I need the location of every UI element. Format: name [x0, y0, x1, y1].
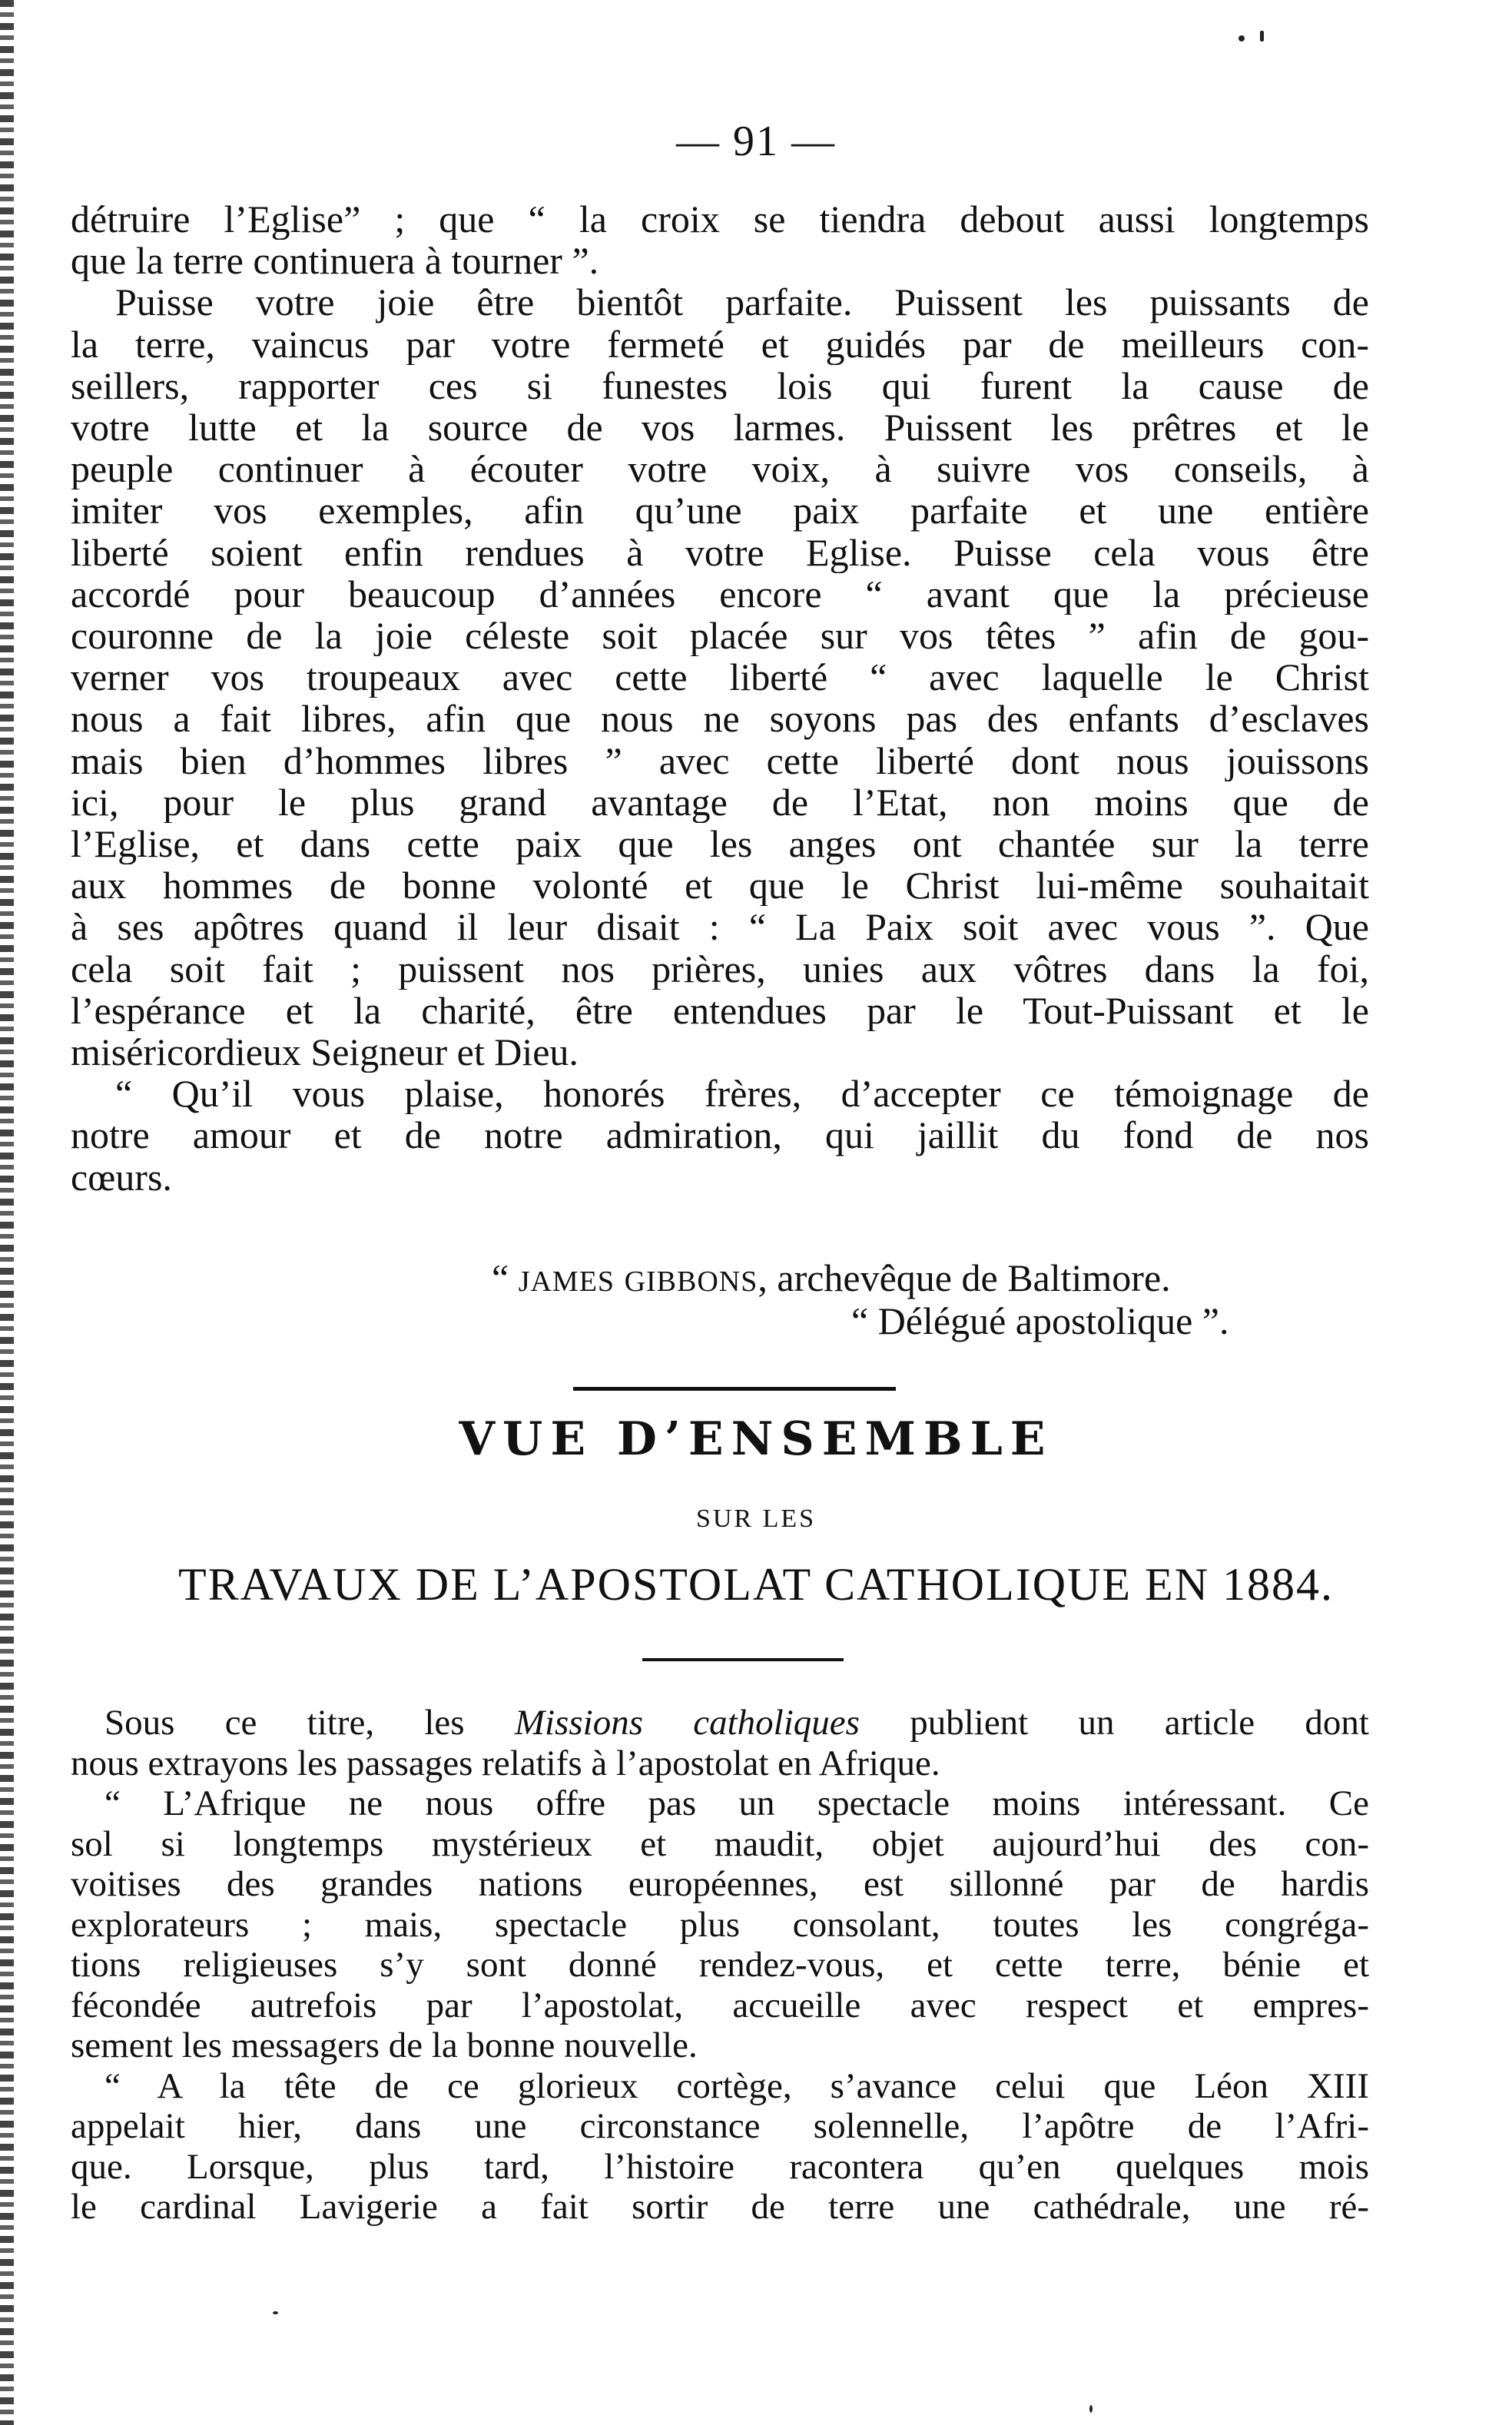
- text-line: Puisse votre joie être bientôt parfaite. Puissent les puissants de: [115, 281, 1369, 323]
- ink-speck: [1260, 31, 1264, 41]
- text-line: appelait hier, dans une circonstance solennelle, l’apôtre de l’Afri-: [71, 2106, 1369, 2146]
- text-line: nous extrayons les passages relatifs à l’apostolat en Afrique.: [71, 1743, 940, 1783]
- text-line: cœurs.: [71, 1156, 172, 1198]
- letter-continuation: [71, 198, 1369, 1198]
- text-line: mais bien d’hommes libres ” avec cette liberté dont nous jouissons: [71, 739, 1369, 781]
- ink-speck: [273, 2311, 278, 2314]
- text-line: “ Qu’il vous plaise, honorés frères, d’accepter ce témoignage de: [115, 1073, 1369, 1115]
- text-line: que. Lorsque, plus tard, l’histoire racontera qu’en quelques mois: [71, 2146, 1369, 2187]
- section-subheading: SUR LES: [695, 1504, 817, 1533]
- text-line: cela soit fait ; puissent nos prières, unies aux vôtres dans la foi,: [71, 947, 1369, 990]
- text-line: couronne de la joie céleste soit placée sur vos têtes ” afin de gou-: [71, 615, 1369, 657]
- section-divider: [573, 1387, 896, 1391]
- text-line: sement les messagers de la bonne nouvelle.: [71, 2025, 698, 2065]
- text-line: “ L’Afrique ne nous offre pas un spectacle moins intéressant. Ce: [104, 1783, 1369, 1823]
- text-line: à ses apôtres quand il leur disait : “ La Paix soit avec vous ”. Que: [71, 906, 1369, 948]
- text-line: notre amour et de notre admiration, qui jaillit du fond de nos: [71, 1114, 1369, 1156]
- text-line: imiter vos exemples, afin qu’une paix parfaite et une entière: [71, 489, 1369, 532]
- text-line: voitises des grandes nations européennes, est sillonné par de hardis: [71, 1864, 1369, 1904]
- text-line: fécondée autrefois par l’apostolat, accueille avec respect et empres-: [71, 1985, 1369, 2025]
- text-line: verner vos troupeaux avec cette liberté “ avec laquelle le Christ: [71, 656, 1369, 698]
- text-line: votre lutte et la source de vos larmes. Puissent les prêtres et le: [71, 406, 1369, 449]
- text-line: que la terre continuera à tourner ”.: [71, 240, 599, 282]
- signature-role: “ Délégué apostolique ”.: [851, 1299, 1229, 1342]
- title-divider: [642, 1658, 844, 1661]
- section-title: TRAVAUX DE L’APOSTOLAT CATHOLIQUE EN 1884.: [177, 1559, 1335, 1610]
- text-line: accordé pour beaucoup d’années encore “ avant que la précieuse: [71, 572, 1369, 615]
- binding-edge: [0, 0, 14, 2425]
- text-line: la terre, vaincus par votre fermeté et guidés par de meilleurs con-: [71, 323, 1369, 365]
- ink-speck: [1238, 35, 1245, 41]
- text-line: aux hommes de bonne volonté et que le Christ lui-même souhaitait: [71, 864, 1369, 907]
- section-heading: VUE D’ENSEMBLE: [459, 1412, 1053, 1466]
- signature-last-name: GIBBONS: [624, 1266, 758, 1298]
- text-line: seillers, rapporter ces si funestes lois qui furent la cause de: [71, 364, 1369, 407]
- signature-first-name: JAMES: [518, 1266, 615, 1298]
- text-line: le cardinal Lavigerie a fait sortir de terre une cathédrale, une ré-: [71, 2187, 1369, 2227]
- text-line: détruire l’Eglise” ; que “ la croix se tiendra debout aussi longtemps: [71, 198, 1369, 241]
- signature-name: “ JAMES GIBBONS, archevêque de Baltimore.: [492, 1256, 1171, 1299]
- text-line: Sous ce titre, les Missions catholiques publient un article dont: [104, 1703, 1369, 1743]
- page-number: — 91 —: [676, 118, 836, 165]
- article-excerpt: [71, 1703, 1369, 2228]
- text-line: nous a fait libres, afin que nous ne soyons pas des enfants d’esclaves: [71, 698, 1369, 740]
- signature-title: , archevêque de Baltimore.: [758, 1256, 1171, 1299]
- text-line: tions religieuses s’y sont donné rendez-vous, et cette terre, bénie et: [71, 1945, 1369, 1985]
- text-line: explorateurs ; mais, spectacle plus consolant, toutes les congréga-: [71, 1904, 1369, 1945]
- text-line: l’Eglise, et dans cette paix que les anges ont chantée sur la terre: [71, 823, 1369, 865]
- text-line: ici, pour le plus grand avantage de l’Etat, non moins que de: [71, 781, 1369, 824]
- text-line: liberté soient enfin rendues à votre Eglise. Puisse cela vous être: [71, 531, 1369, 573]
- journal-title: Missions catholiques: [514, 1703, 860, 1743]
- text-line: “ A la tête de ce glorieux cortège, s’avance celui que Léon XIII: [104, 2065, 1369, 2106]
- text-line: l’espérance et la charité, être entendues par le Tout-Puissant et le: [71, 989, 1369, 1032]
- text-line: peuple continuer à écouter votre voix, à suivre vos conseils, à: [71, 448, 1369, 490]
- text-line: sol si longtemps mystérieux et maudit, objet aujourd’hui des con-: [71, 1823, 1369, 1864]
- text-line: miséricordieux Seigneur et Dieu.: [71, 1031, 579, 1073]
- ink-speck: [1089, 2405, 1093, 2413]
